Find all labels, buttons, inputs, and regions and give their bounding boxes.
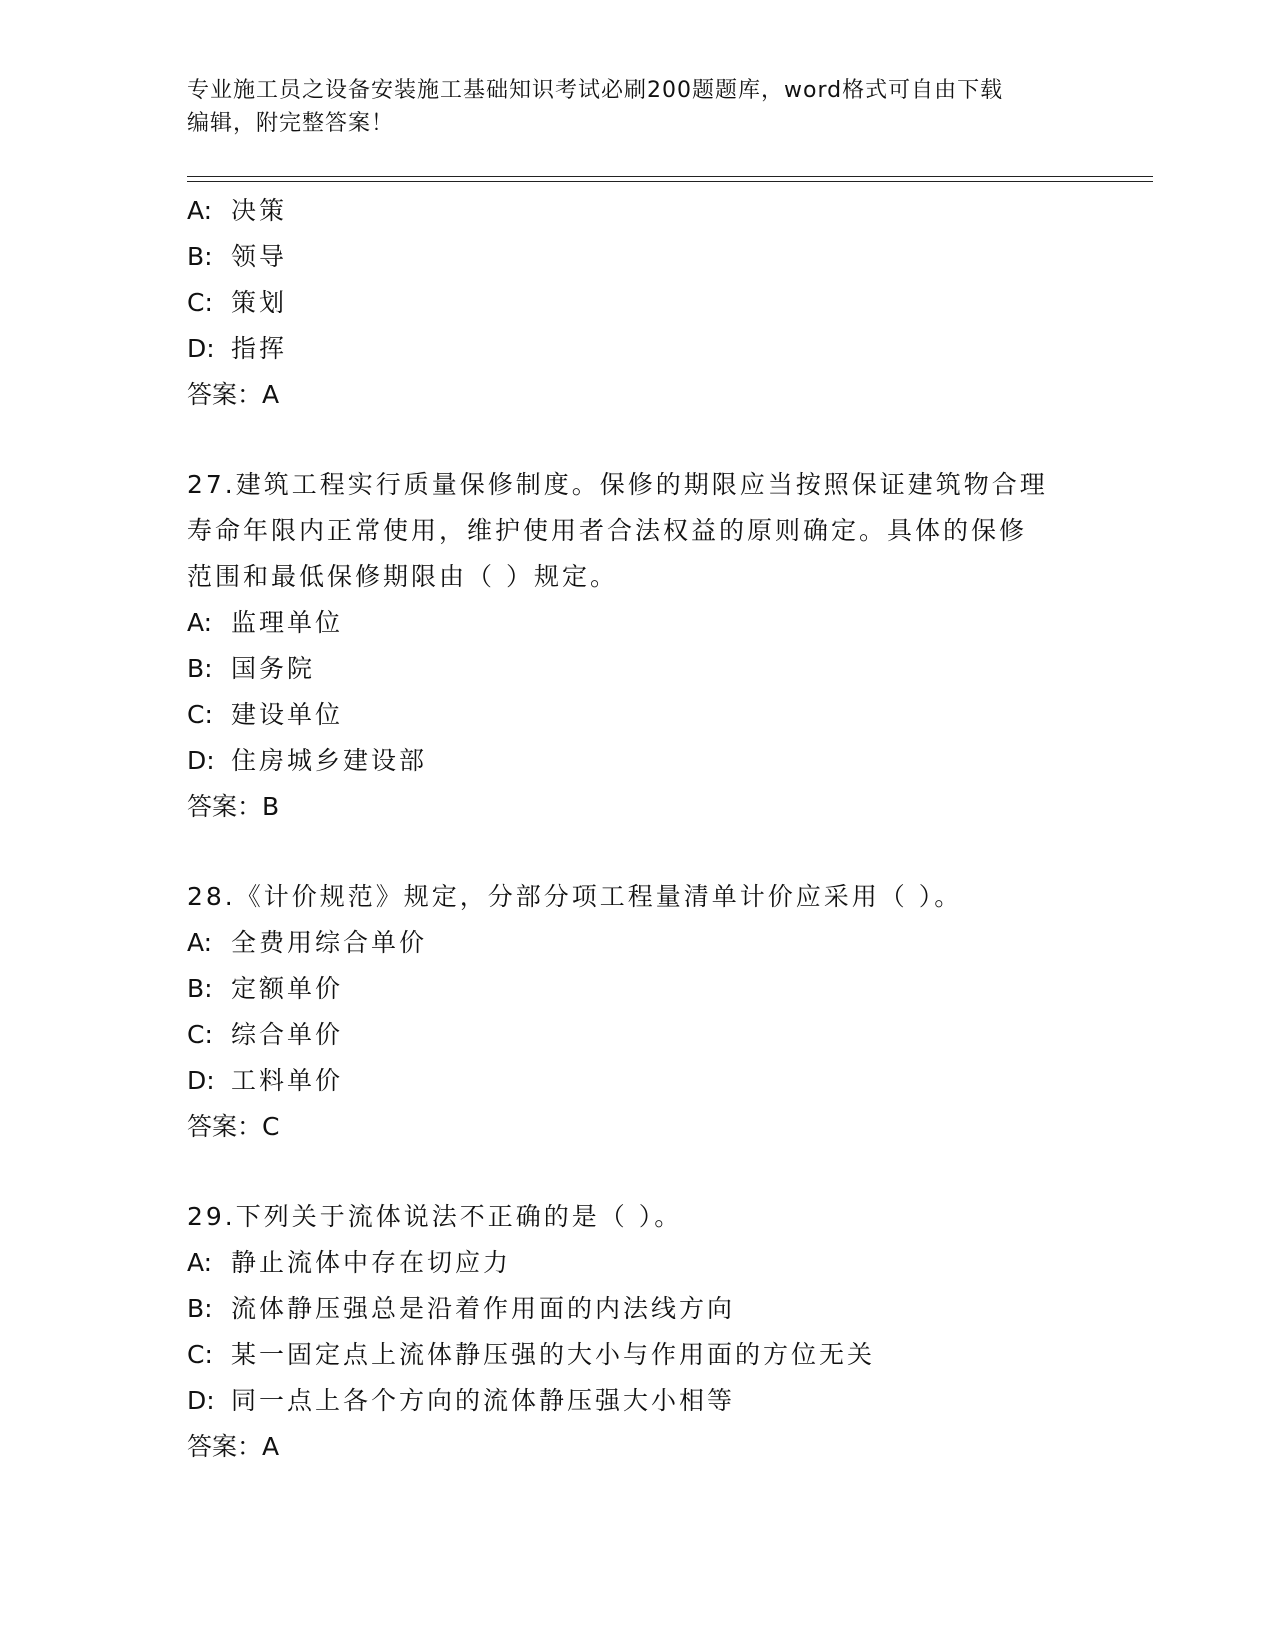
question-29: [187, 1194, 1087, 1470]
option-text: 策划: [231, 288, 288, 317]
option-letter: B:: [187, 242, 213, 271]
option-letter: C:: [187, 1020, 213, 1049]
option-text: 决策: [231, 196, 288, 225]
option-letter: C:: [187, 700, 213, 729]
option-letter: B:: [187, 1294, 213, 1323]
option-letter: C:: [187, 1340, 213, 1369]
header-divider-top: [187, 176, 1153, 177]
option-text: 流体静压强总是沿着作用面的内法线方向: [231, 1294, 736, 1323]
question-text-line: 27.建筑工程实行质量保修制度。保修的期限应当按照保证建筑物合理: [187, 470, 1048, 499]
option-letter: B:: [187, 654, 213, 683]
header-divider-bottom: [187, 181, 1153, 182]
option-letter: D:: [187, 334, 215, 363]
header-line-2: 编辑，附完整答案！: [187, 111, 395, 136]
option-a: [187, 1240, 1087, 1286]
header-line-1: 专业施工员之设备安装施工基础知识考试必刷200题题库，word格式可自由下载: [187, 78, 1004, 103]
option-text: 同一点上各个方向的流体静压强大小相等: [231, 1386, 736, 1415]
option-b: [187, 1286, 1087, 1332]
option-c: [187, 1332, 1087, 1378]
option-text: 建设单位: [231, 700, 344, 729]
option-text: 领导: [231, 242, 288, 271]
option-b: [187, 234, 1087, 280]
option-d: [187, 1378, 1087, 1424]
option-text: 指挥: [231, 334, 288, 363]
option-b: [187, 966, 1087, 1012]
option-a: [187, 600, 1087, 646]
option-c: [187, 692, 1087, 738]
option-d: [187, 326, 1087, 372]
question-text-line: 寿命年限内正常使用，维护使用者合法权益的原则确定。具体的保修: [187, 516, 1028, 545]
option-letter: C:: [187, 288, 213, 317]
answer-label: 答案：B: [187, 792, 280, 821]
answer-label: 答案：C: [187, 1112, 280, 1141]
option-a: [187, 188, 1087, 234]
document-header: [187, 74, 1067, 140]
option-letter: A:: [187, 928, 213, 957]
answer-label: 答案：A: [187, 1432, 280, 1461]
question-text-line: 29.下列关于流体说法不正确的是（ ）。: [187, 1202, 683, 1231]
question-list: [187, 188, 1087, 1470]
option-text: 住房城乡建设部: [231, 746, 428, 775]
question-28: [187, 874, 1087, 1150]
option-letter: D:: [187, 1386, 215, 1415]
option-d: [187, 1058, 1087, 1104]
option-text: 国务院: [231, 654, 316, 683]
option-text: 综合单价: [231, 1020, 344, 1049]
option-letter: A:: [187, 608, 213, 637]
question-27: [187, 462, 1087, 830]
option-text: 工料单价: [231, 1066, 344, 1095]
option-letter: A:: [187, 1248, 213, 1277]
option-text: 全费用综合单价: [231, 928, 428, 957]
option-letter: D:: [187, 746, 215, 775]
option-b: [187, 646, 1087, 692]
option-text: 监理单位: [231, 608, 344, 637]
answer-label: 答案：A: [187, 380, 280, 409]
option-text: 静止流体中存在切应力: [231, 1248, 512, 1277]
option-letter: B:: [187, 974, 213, 1003]
option-a: [187, 920, 1087, 966]
option-d: [187, 738, 1087, 784]
option-letter: A:: [187, 196, 213, 225]
question-text-line: 范围和最低保修期限由（ ）规定。: [187, 562, 618, 591]
option-c: [187, 280, 1087, 326]
option-text: 某一固定点上流体静压强的大小与作用面的方位无关: [231, 1340, 876, 1369]
question-26-continued: [187, 188, 1087, 418]
option-c: [187, 1012, 1087, 1058]
option-letter: D:: [187, 1066, 215, 1095]
option-text: 定额单价: [231, 974, 344, 1003]
question-text-line: 28.《计价规范》规定，分部分项工程量清单计价应采用（ ）。: [187, 882, 963, 911]
